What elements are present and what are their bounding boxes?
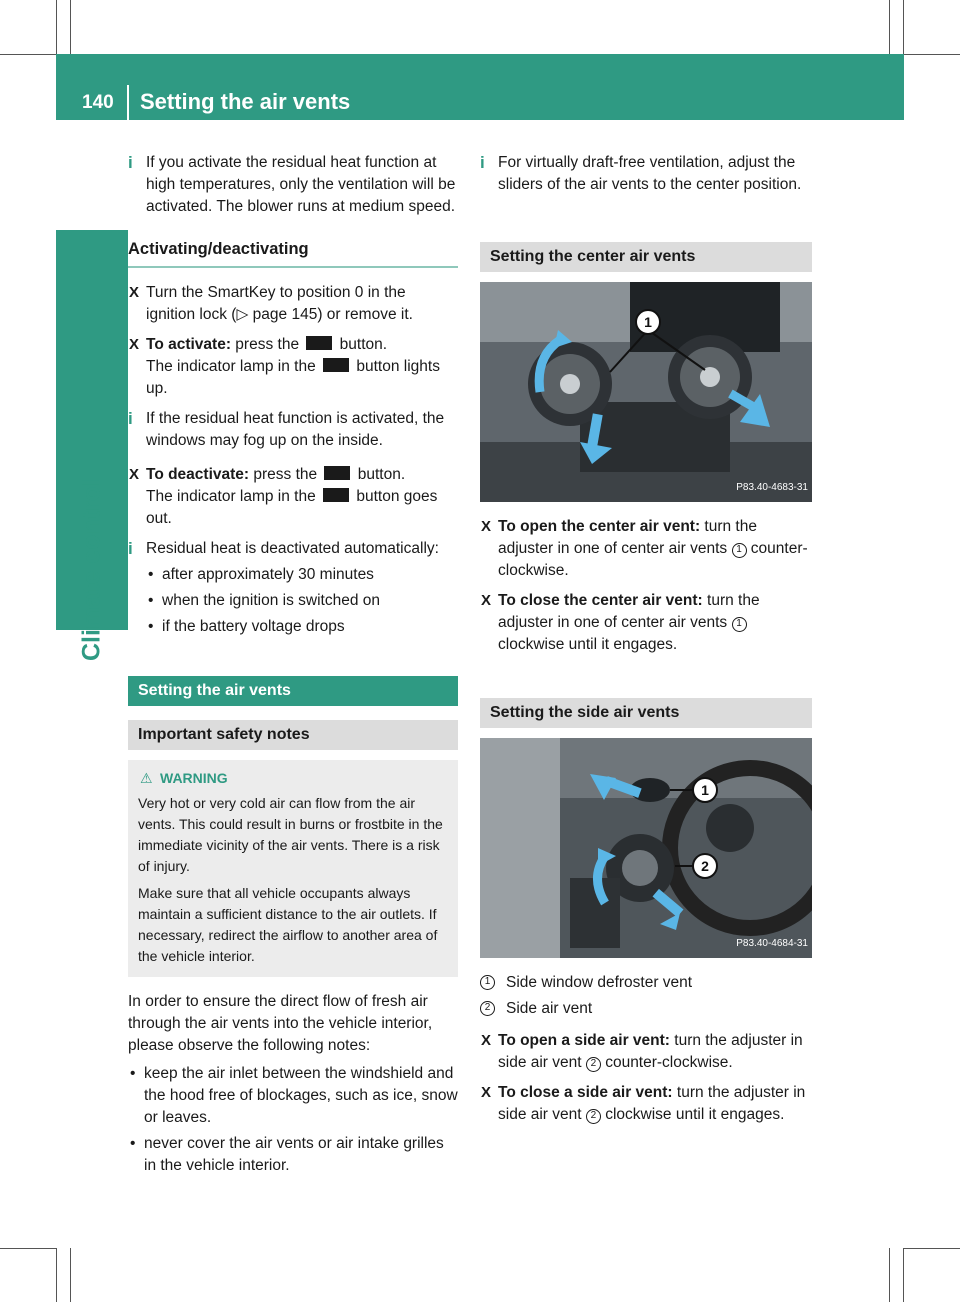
crop-mark xyxy=(903,0,904,54)
step-arrow-icon: X xyxy=(481,1084,492,1101)
crop-mark xyxy=(0,1248,56,1249)
crop-mark xyxy=(903,1248,904,1302)
instruction-step xyxy=(480,516,812,582)
rest-button-icon xyxy=(324,466,350,480)
step-text: turn the adjuster in one of center air vents xyxy=(498,518,757,557)
list-item xyxy=(146,616,458,638)
subsection-heading: Important safety notes xyxy=(128,720,458,750)
page-number: 140 xyxy=(82,92,114,113)
crop-mark xyxy=(0,54,56,55)
list-item-text: keep the air inlet between the windshield and the hood free of blockages, such as ice, snow or leaves. xyxy=(144,1065,458,1126)
step-text: button. xyxy=(335,336,388,353)
callout-2-icon: 2 xyxy=(586,1057,601,1072)
side-vents-illustration xyxy=(480,738,812,958)
info-note xyxy=(480,152,812,196)
rest-button-icon xyxy=(306,336,332,350)
step-label: To activate: xyxy=(146,336,231,353)
step-text: clockwise until it engages. xyxy=(498,636,678,653)
subsection-heading: Setting the side air vents xyxy=(480,698,812,728)
list-item-text: if the battery voltage drops xyxy=(162,618,345,635)
info-icon: i xyxy=(128,409,133,428)
crop-mark xyxy=(904,1248,960,1249)
warning-text: Make sure that all vehicle occupants always maintain a sufficient distance to the air outlets. If necessary, redirect the airflow to another area of the vehicle interior. xyxy=(138,885,438,964)
legend-text: Side air vent xyxy=(506,1000,593,1017)
header-divider xyxy=(127,85,129,120)
bullet-icon: • xyxy=(130,1135,136,1152)
callout-1-label: 1 xyxy=(644,314,652,330)
instruction-step xyxy=(128,334,458,400)
step-text: Turn the SmartKey to position 0 in the ignition lock (▷ page 145) or remove it. xyxy=(146,284,413,323)
crop-mark xyxy=(56,1248,57,1302)
instruction-step xyxy=(128,282,458,326)
callout-2-icon: 2 xyxy=(586,1109,601,1124)
instruction-step xyxy=(480,1030,812,1074)
step-arrow-icon: X xyxy=(481,592,492,609)
step-text: counter-clockwise. xyxy=(600,1054,733,1071)
rest-button-icon xyxy=(323,488,349,502)
info-icon: i xyxy=(480,153,485,172)
step-arrow-icon: X xyxy=(129,466,140,483)
step-text: turn the adjuster in side air vent xyxy=(498,1084,806,1123)
bullet-icon: • xyxy=(148,618,154,635)
crop-mark xyxy=(904,54,960,55)
instruction-step xyxy=(128,464,458,530)
callout-1-icon: 1 xyxy=(480,975,495,990)
info-note xyxy=(128,152,458,218)
step-arrow-icon: X xyxy=(129,284,140,301)
step-text: button goes out. xyxy=(146,488,438,527)
info-note xyxy=(128,408,458,452)
warning-text: Very hot or very cold air can flow from the air vents. This could result in burns or frostbite in the immediate vicinity of the air vents. There is a risk of injury. xyxy=(138,795,443,874)
step-text: counter-clockwise. xyxy=(498,540,808,579)
right-column xyxy=(480,152,812,1134)
instruction-step xyxy=(480,590,812,656)
list-item-text: when the ignition is switched on xyxy=(162,592,380,609)
subheading-activating: Activating/deactivating xyxy=(128,238,458,268)
legend-item xyxy=(480,972,812,994)
legend-text: Side window defroster vent xyxy=(506,974,693,991)
step-arrow-icon: X xyxy=(129,336,140,353)
step-label: To close the center air vent: xyxy=(498,592,703,609)
crop-mark xyxy=(889,1248,890,1302)
step-text: clockwise until it engages. xyxy=(600,1106,785,1123)
page-title: Setting the air vents xyxy=(140,89,351,114)
info-note xyxy=(128,538,458,560)
side-air-vents-photo xyxy=(480,738,812,958)
crop-mark xyxy=(70,0,71,54)
center-vents-illustration xyxy=(480,282,812,502)
list-item-text: after approximately 30 minutes xyxy=(162,566,374,583)
rest-button-icon xyxy=(323,358,349,372)
callout-1-icon: 1 xyxy=(732,617,747,632)
step-label: To close a side air vent: xyxy=(498,1084,673,1101)
step-text: The indicator lamp in the xyxy=(146,488,321,505)
instruction-step xyxy=(480,1082,812,1126)
warning-label: WARNING xyxy=(160,770,228,786)
step-text: The indicator lamp in the xyxy=(146,358,321,375)
section-heading: Setting the air vents xyxy=(128,676,458,706)
step-text: turn the adjuster in side air vent xyxy=(498,1032,803,1071)
callout-1-label: 1 xyxy=(701,782,709,798)
callout-2-label: 2 xyxy=(701,858,709,874)
legend-item xyxy=(480,998,812,1020)
chapter-tab-label: Climate control xyxy=(77,479,106,661)
step-text: turn the adjuster in one of center air vents xyxy=(498,592,760,631)
step-arrow-icon: X xyxy=(481,518,492,535)
step-label: To open the center air vent: xyxy=(498,518,701,535)
step-arrow-icon: X xyxy=(481,1032,492,1049)
step-label: To deactivate: xyxy=(146,466,250,483)
step-text: press the xyxy=(249,466,322,483)
bullet-icon: • xyxy=(148,592,154,609)
crop-mark xyxy=(70,1248,71,1302)
bullet-icon: • xyxy=(148,566,154,583)
center-air-vents-photo xyxy=(480,282,812,502)
left-column xyxy=(128,152,458,1181)
info-text: If you activate the residual heat function at high temperatures, only the ventilation will be activated. The blower runs at medium speed. xyxy=(146,154,456,215)
callout-1-icon: 1 xyxy=(732,543,747,558)
step-text: button. xyxy=(353,466,406,483)
warning-box xyxy=(128,760,458,977)
info-text: If the residual heat function is activated, the windows may fog up on the inside. xyxy=(146,410,445,449)
body-paragraph: In order to ensure the direct flow of fresh air through the air vents into the vehicle interior, please observe the following notes: xyxy=(128,993,433,1054)
list-item xyxy=(146,590,458,612)
list-item-text: never cover the air vents or air intake grilles in the vehicle interior. xyxy=(144,1135,444,1174)
crop-mark xyxy=(889,0,890,54)
info-icon: i xyxy=(128,153,133,172)
warning-heading xyxy=(138,768,448,789)
list-item xyxy=(146,564,458,586)
photo-code: P83.40-4683-31 xyxy=(736,482,808,493)
step-text: button lights up. xyxy=(146,358,440,397)
info-icon: i xyxy=(128,539,133,558)
subsection-heading: Setting the center air vents xyxy=(480,242,812,272)
photo-code: P83.40-4684-31 xyxy=(736,938,808,949)
step-text: press the xyxy=(231,336,304,353)
crop-mark xyxy=(56,0,57,54)
list-item xyxy=(128,1133,458,1177)
info-text: For virtually draft-free ventilation, adjust the sliders of the air vents to the center position. xyxy=(498,154,802,193)
info-text: Residual heat is deactivated automatically: xyxy=(146,540,439,557)
list-item xyxy=(128,1063,458,1129)
bullet-icon: • xyxy=(130,1065,136,1082)
step-label: To open a side air vent: xyxy=(498,1032,670,1049)
warning-triangle-icon: ⚠ xyxy=(140,770,153,786)
callout-2-icon: 2 xyxy=(480,1001,495,1016)
